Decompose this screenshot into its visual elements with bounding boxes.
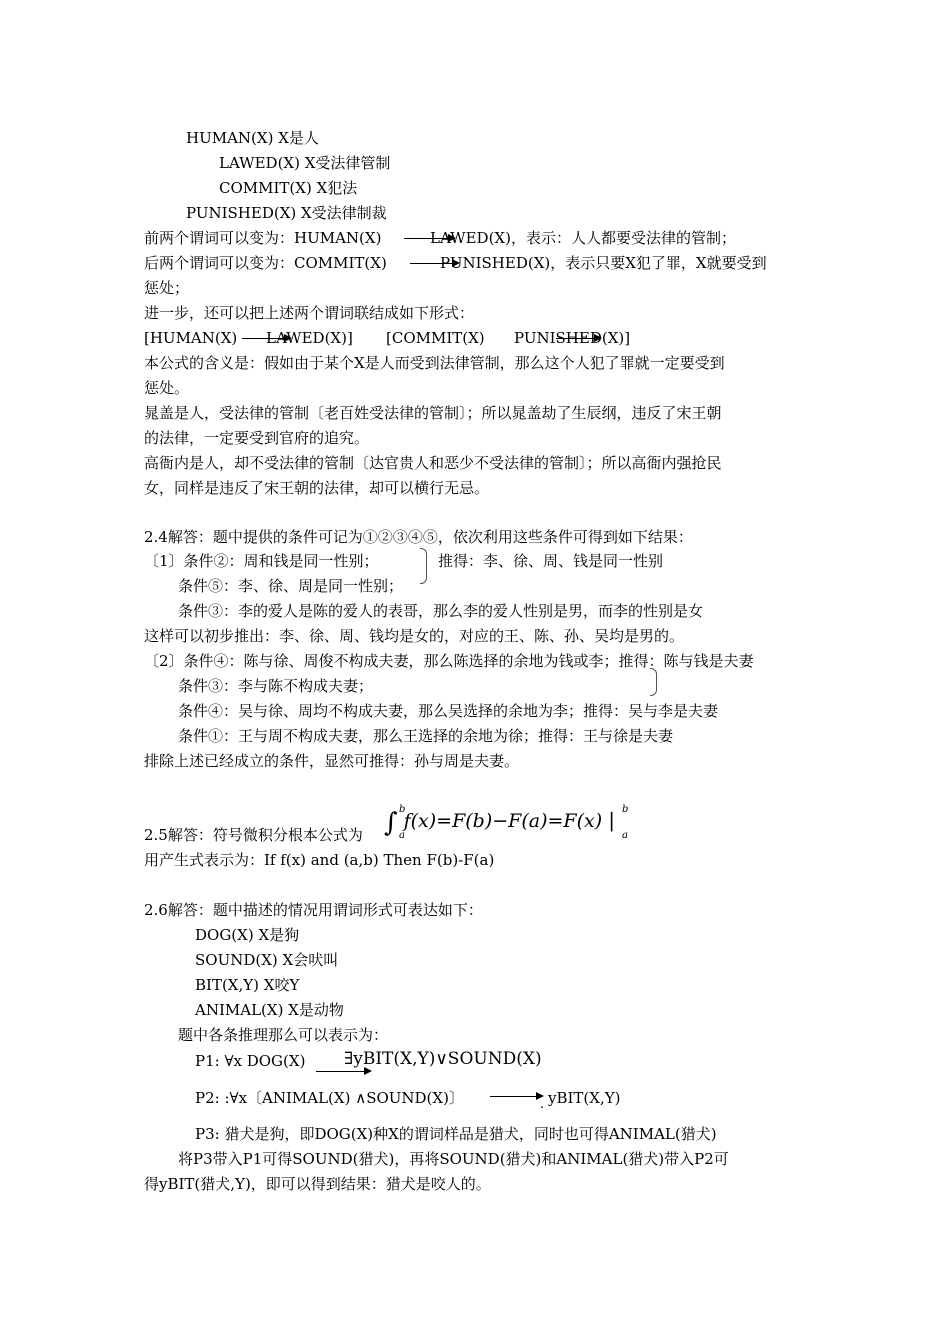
transform-line-1b: LAWED(X)，表示：人人都要受法律的管制；	[430, 229, 736, 247]
transform-line-1a: 前两个谓词可以变为：HUMAN(X)	[144, 229, 382, 247]
rule-p1-right: ∃yBIT(X,Y)∨SOUND(X)	[344, 1049, 542, 1069]
implies-arrow	[556, 338, 600, 339]
gao-example-2: 女，同样是违反了宋王朝的法律，却可以横行无忌。	[144, 479, 490, 497]
section-2-5-title: 2.5解答：符号微积分根本公式为	[144, 826, 363, 844]
step-2-condition-1: 条件①：王与周不构成夫妻，那么王选择的余地为徐；推得：王与徐是夫妻	[178, 727, 674, 745]
therefore-dot: .	[540, 1097, 545, 1112]
predicate-punished: PUNISHED(X) X受法律制裁	[186, 204, 387, 222]
transform-line-3: 惩处；	[144, 279, 190, 297]
rule-p2-right: yBIT(X,Y)	[548, 1089, 621, 1107]
reasoning-intro: 题中各条推理那么可以表示为：	[178, 1026, 389, 1044]
section-2-6-title: 2.6解答：题中描述的情况用谓词形式可表达如下：	[144, 901, 483, 919]
step-1-conclusion: 这样可以初步推出：李、徐、周、钱均是女的，对应的王、陈、孙、吴均是男的。	[144, 627, 685, 645]
chao-example-2: 的法律，一定要受到官府的追究。	[144, 429, 370, 447]
chao-example-1: 晁盖是人，受法律的管制〔老百姓受法律的管制〕；所以晁盖劫了生辰纲，违反了宋王朝	[144, 404, 722, 422]
brace	[650, 668, 657, 696]
formula-part-2: LAWED(X)]	[266, 329, 353, 347]
step-1-result: 推得：李、徐、周、钱是同一性别	[438, 552, 664, 570]
integral-upper-limit: b	[399, 804, 406, 815]
step-2-conclusion: 排除上述已经成立的条件，显然可推得：孙与周是夫妻。	[144, 752, 520, 770]
predicate-sound: SOUND(X) X会吠叫	[195, 951, 339, 969]
integral-lower-limit: a	[399, 830, 405, 841]
formula-part-1: [HUMAN(X)	[144, 329, 238, 347]
production-rule: 用产生式表示为：If f(x) and (a,b) Then F(b)-F(a)	[144, 851, 495, 869]
implies-arrow	[316, 1071, 370, 1072]
step-2-condition-3: 条件③：李与陈不构成夫妻；	[178, 677, 374, 695]
transform-line-2b: PUNISHED(X)，表示只要X犯了罪，X就要受到	[440, 254, 767, 272]
step-1-condition-5: 条件⑤：李、徐、周是同一性别；	[178, 577, 404, 595]
transform-line-2a: 后两个谓词可以变为：COMMIT(X)	[144, 254, 387, 272]
evaluation-bar: |	[608, 808, 615, 832]
predicate-animal: ANIMAL(X) X是动物	[195, 1001, 344, 1019]
predicate-lawed: LAWED(X) X受法律管制	[219, 154, 391, 172]
rule-p3: P3: 猎犬是狗，即DOG(X)种X的谓词样品是猎犬，同时也可得ANIMAL(猎犬)	[195, 1125, 717, 1143]
eval-lower-limit: a	[622, 830, 628, 841]
meaning-line-2: 惩处。	[144, 379, 190, 397]
predicate-commit: COMMIT(X) X犯法	[219, 179, 358, 197]
rule-p1-left: P1: ∀x DOG(X)	[195, 1052, 306, 1070]
calculus-formula	[384, 804, 629, 841]
formula-body: f(x)=F(b)−F(a)=F(x)	[403, 810, 603, 832]
transform-line-4: 进一步，还可以把上述两个谓词联结成如下形式：	[144, 304, 475, 322]
meaning-line-1: 本公式的含义是：假如由于某个X是人而受到法律管制，那么这个人犯了罪就一定要受到	[144, 354, 725, 372]
step-1-condition-3: 条件③：李的爱人是陈的爱人的表哥，那么李的爱人性别是男，而李的性别是女	[178, 602, 704, 620]
implies-arrow	[490, 1096, 542, 1097]
conclusion-line-2: 得yBIT(猎犬,Y)，即可以得到结果：猎犬是咬人的。	[144, 1175, 491, 1193]
predicate-human: HUMAN(X) X是人	[186, 129, 319, 147]
integral-sign: ∫	[384, 808, 398, 838]
section-2-4-title: 2.4解答：题中提供的条件可记为①②③④⑤，依次利用这些条件可得到如下结果：	[144, 528, 693, 546]
rule-p2-left: P2: :∀x〔ANIMAL(X) ∧SOUND(X)〕	[195, 1089, 464, 1107]
step-2-condition-4b: 条件④：吴与徐、周均不构成夫妻，那么吴选择的余地为李；推得：吴与李是夫妻	[178, 702, 719, 720]
conclusion-line-1: 将P3带入P1可得SOUND(猎犬)，再将SOUND(猎犬)和ANIMAL(猎犬)带入P2可	[178, 1150, 729, 1168]
eval-upper-limit: b	[622, 804, 629, 815]
formula-part-4: PUNISHED(X)]	[514, 329, 631, 347]
step-2-condition-4: 〔2〕条件④：陈与徐、周俊不构成夫妻，那么陈选择的余地为钱或李；推得：陈与钱是夫妻	[144, 652, 754, 670]
step-1-condition-2: 〔1〕条件②：周和钱是同一性别；	[144, 552, 379, 570]
predicate-bit: BIT(X,Y) X咬Y	[195, 976, 300, 994]
gao-example-1: 高衙内是人，却不受法律的管制〔达官贵人和恶少不受法律的管制〕；所以高衙内强抢民	[144, 454, 722, 472]
brace	[420, 548, 427, 584]
formula-part-3: [COMMIT(X)	[386, 329, 485, 347]
predicate-dog: DOG(X) X是狗	[195, 926, 300, 944]
